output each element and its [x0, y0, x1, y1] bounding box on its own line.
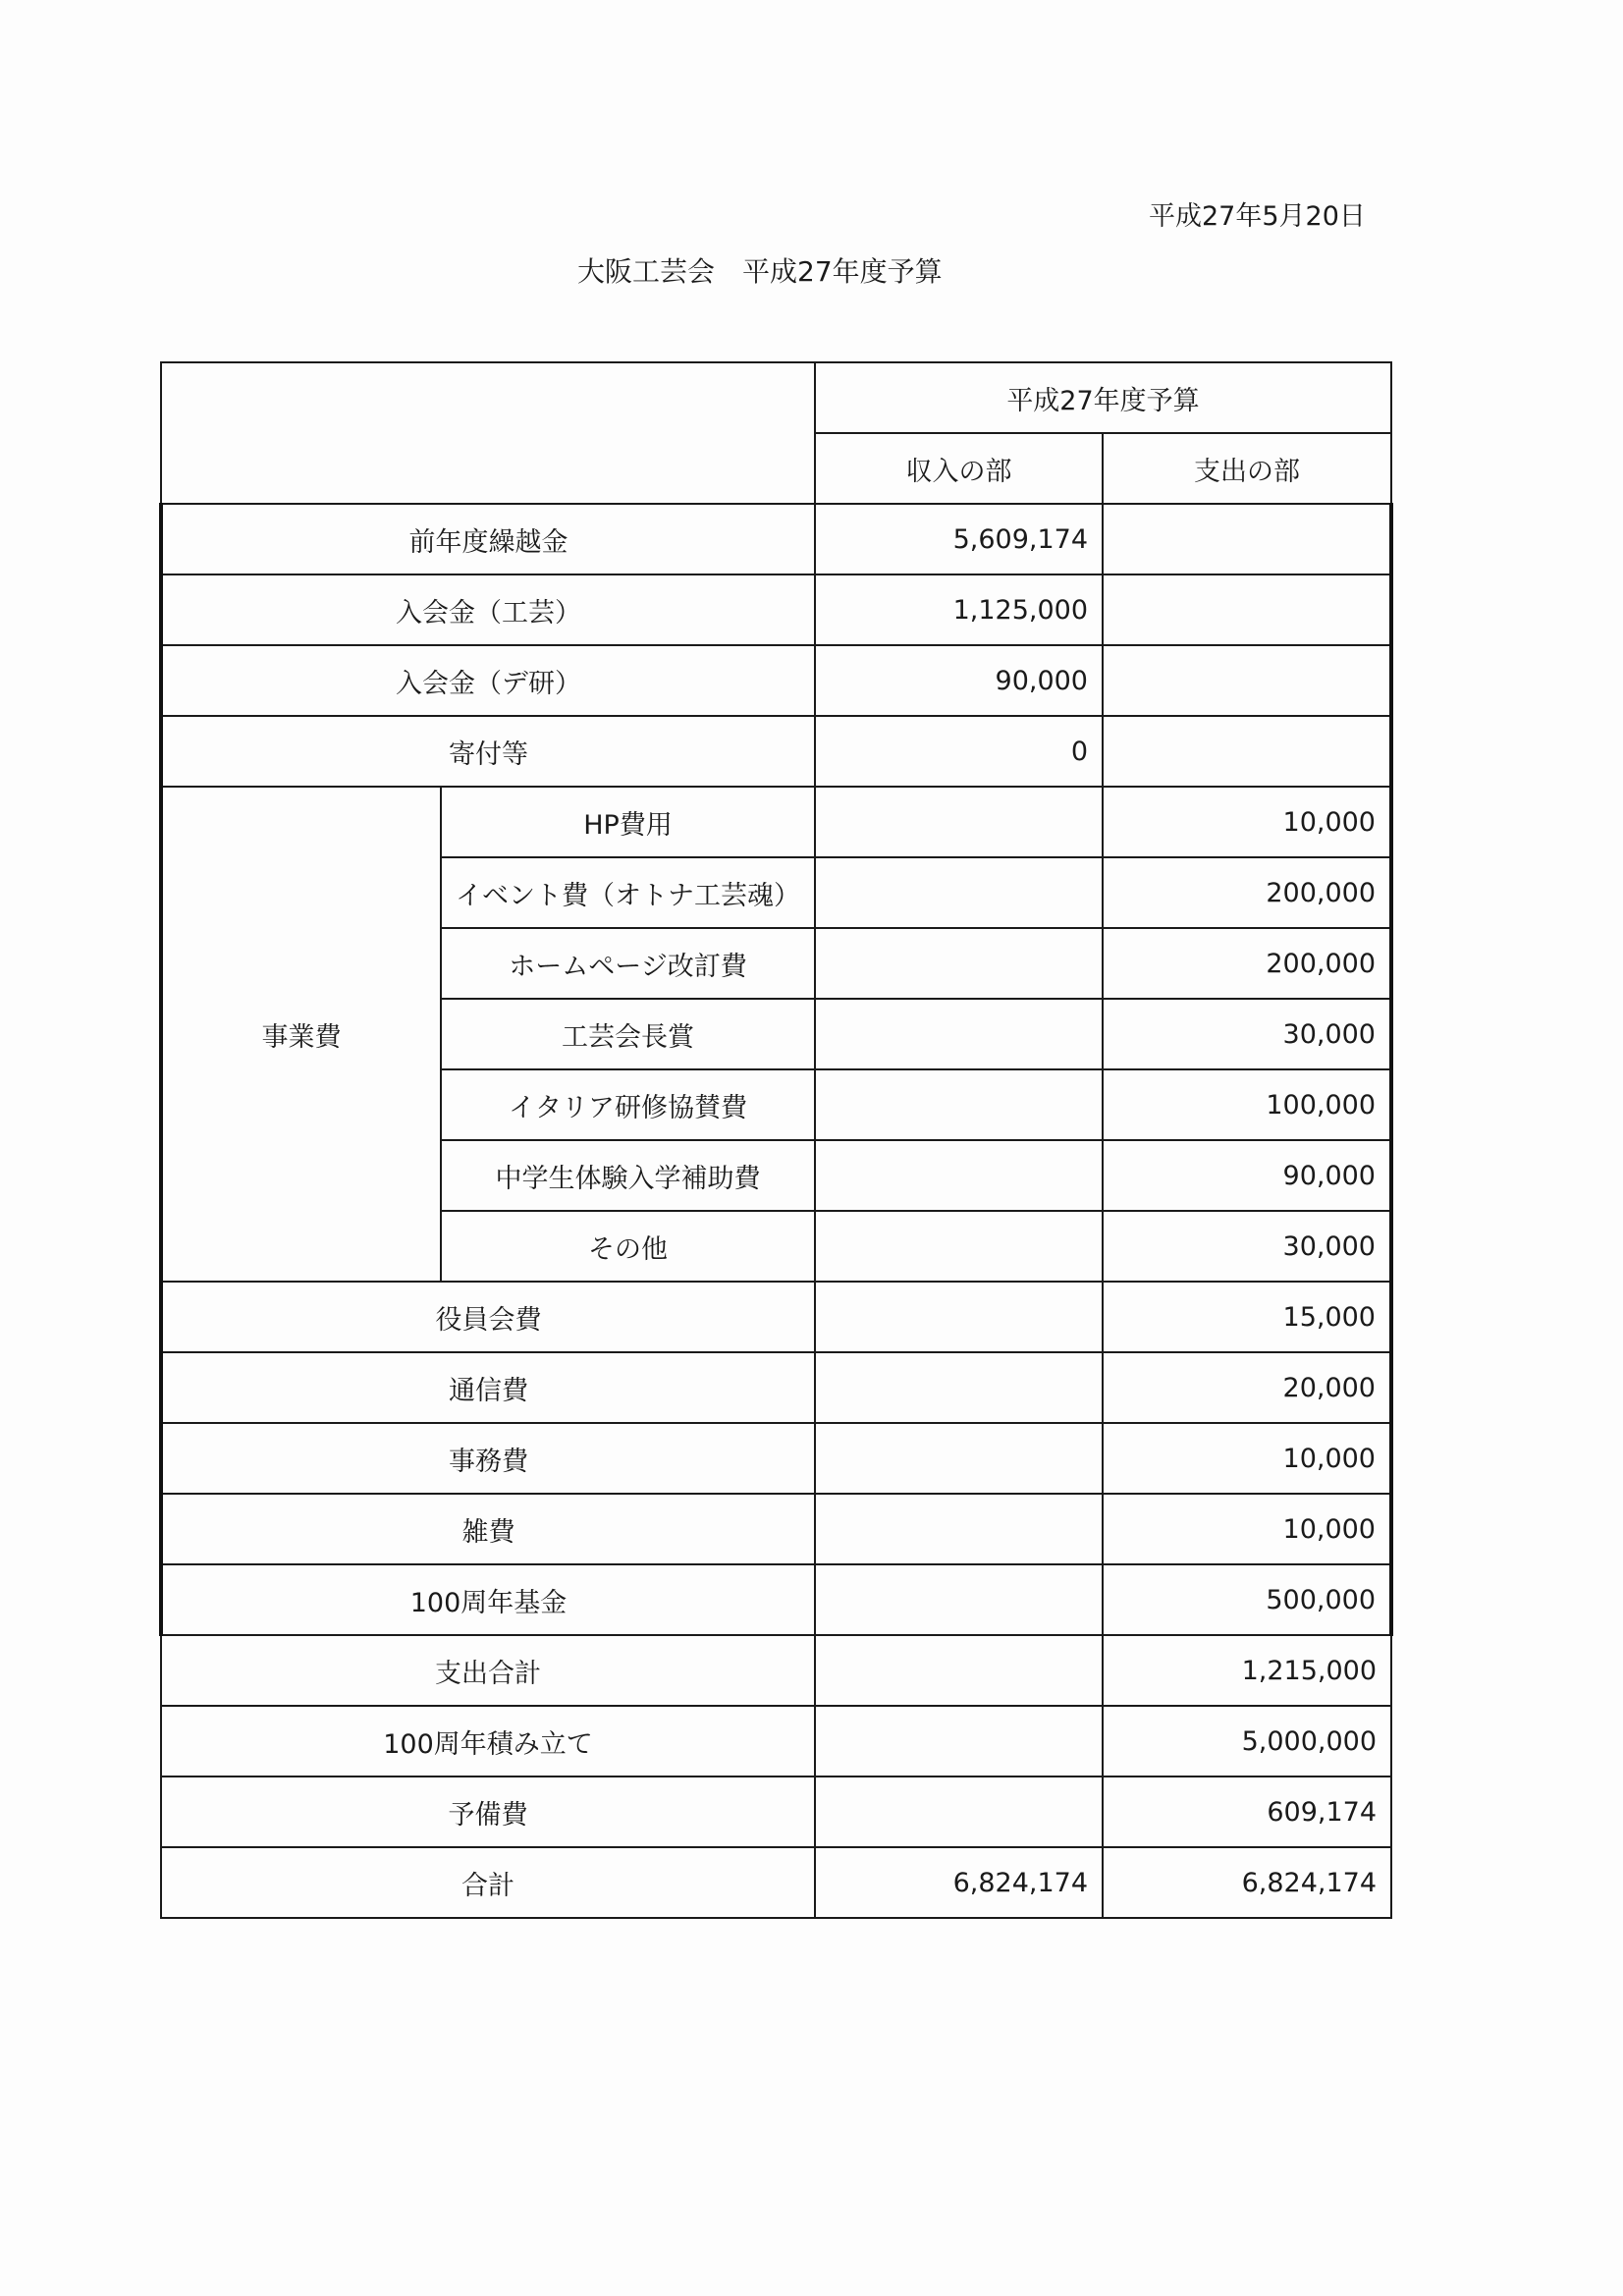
- income-value: 90,000: [815, 645, 1103, 716]
- expense-value: 200,000: [1103, 928, 1391, 999]
- table-row: [161, 504, 1391, 574]
- income-value: [815, 1352, 1103, 1423]
- expense-value: [1103, 574, 1391, 645]
- income-value: [815, 1423, 1103, 1494]
- expense-value: [1103, 504, 1391, 574]
- business-item-label: イタリア研修協賛費: [441, 1069, 815, 1140]
- income-value: [815, 999, 1103, 1069]
- income-value: [815, 1211, 1103, 1282]
- expense-value: 1,215,000: [1103, 1635, 1391, 1706]
- expense-value: 30,000: [1103, 1211, 1391, 1282]
- income-value: [815, 1635, 1103, 1706]
- income-value: [815, 1564, 1103, 1635]
- header-budget-group: 平成27年度予算: [815, 362, 1391, 433]
- row-label: 入会金（デ研）: [161, 645, 815, 716]
- business-item-label: 工芸会長賞: [441, 999, 815, 1069]
- table-row: [161, 1635, 1391, 1706]
- business-item-label: イベント費（オトナ工芸魂）: [441, 857, 815, 928]
- table-row: [161, 1282, 1391, 1352]
- header-income: 収入の部: [815, 433, 1103, 504]
- business-item-label: HP費用: [441, 787, 815, 857]
- business-item-label: ホームページ改訂費: [441, 928, 815, 999]
- expense-value: 10,000: [1103, 1423, 1391, 1494]
- row-label: 100周年積み立て: [161, 1706, 815, 1777]
- expense-value: 500,000: [1103, 1564, 1391, 1635]
- income-value: 1,125,000: [815, 574, 1103, 645]
- header-expense: 支出の部: [1103, 433, 1391, 504]
- table-row: [161, 574, 1391, 645]
- row-label: 支出合計: [161, 1635, 815, 1706]
- income-value: [815, 1069, 1103, 1140]
- row-label: 通信費: [161, 1352, 815, 1423]
- income-value: [815, 857, 1103, 928]
- expense-value: 30,000: [1103, 999, 1391, 1069]
- income-value: [815, 1282, 1103, 1352]
- expense-value: [1103, 716, 1391, 787]
- table-row: [161, 1423, 1391, 1494]
- expense-value: 200,000: [1103, 857, 1391, 928]
- row-label: 100周年基金: [161, 1564, 815, 1635]
- expense-value: 100,000: [1103, 1069, 1391, 1140]
- total-income: 6,824,174: [815, 1847, 1103, 1918]
- income-value: [815, 1140, 1103, 1211]
- header-blank-cell: [161, 362, 815, 504]
- business-item-label: その他: [441, 1211, 815, 1282]
- income-value: [815, 787, 1103, 857]
- row-label: 予備費: [161, 1777, 815, 1847]
- business-item-label: 中学生体験入学補助費: [441, 1140, 815, 1211]
- document-title: 大阪工芸会 平成27年度予算: [577, 255, 943, 288]
- table-row: [161, 1777, 1391, 1847]
- income-value: [815, 1706, 1103, 1777]
- table-row: [161, 1494, 1391, 1564]
- table-row: [161, 1564, 1391, 1635]
- expense-value: 15,000: [1103, 1282, 1391, 1352]
- table-row: [161, 1352, 1391, 1423]
- expense-value: 90,000: [1103, 1140, 1391, 1211]
- budget-table: [159, 361, 1393, 1919]
- income-value: [815, 928, 1103, 999]
- table-row: [161, 1706, 1391, 1777]
- row-label: 役員会費: [161, 1282, 815, 1352]
- expense-value: 20,000: [1103, 1352, 1391, 1423]
- income-value: 0: [815, 716, 1103, 787]
- expense-value: 10,000: [1103, 1494, 1391, 1564]
- income-value: 5,609,174: [815, 504, 1103, 574]
- income-value: [815, 1494, 1103, 1564]
- row-label: 入会金（工芸）: [161, 574, 815, 645]
- expense-value: 10,000: [1103, 787, 1391, 857]
- table-row: [161, 787, 1391, 857]
- business-category-label: 事業費: [161, 787, 441, 1282]
- expense-value: [1103, 645, 1391, 716]
- row-label: 事務費: [161, 1423, 815, 1494]
- total-row: [161, 1847, 1391, 1918]
- expense-value: 609,174: [1103, 1777, 1391, 1847]
- total-expense: 6,824,174: [1103, 1847, 1391, 1918]
- table-row: [161, 645, 1391, 716]
- table-row: [161, 716, 1391, 787]
- header-row-1: [161, 362, 1391, 433]
- row-label: 寄付等: [161, 716, 815, 787]
- income-value: [815, 1777, 1103, 1847]
- document-date: 平成27年5月20日: [1149, 201, 1366, 232]
- total-label: 合計: [161, 1847, 815, 1918]
- row-label: 前年度繰越金: [161, 504, 815, 574]
- row-label: 雑費: [161, 1494, 815, 1564]
- expense-value: 5,000,000: [1103, 1706, 1391, 1777]
